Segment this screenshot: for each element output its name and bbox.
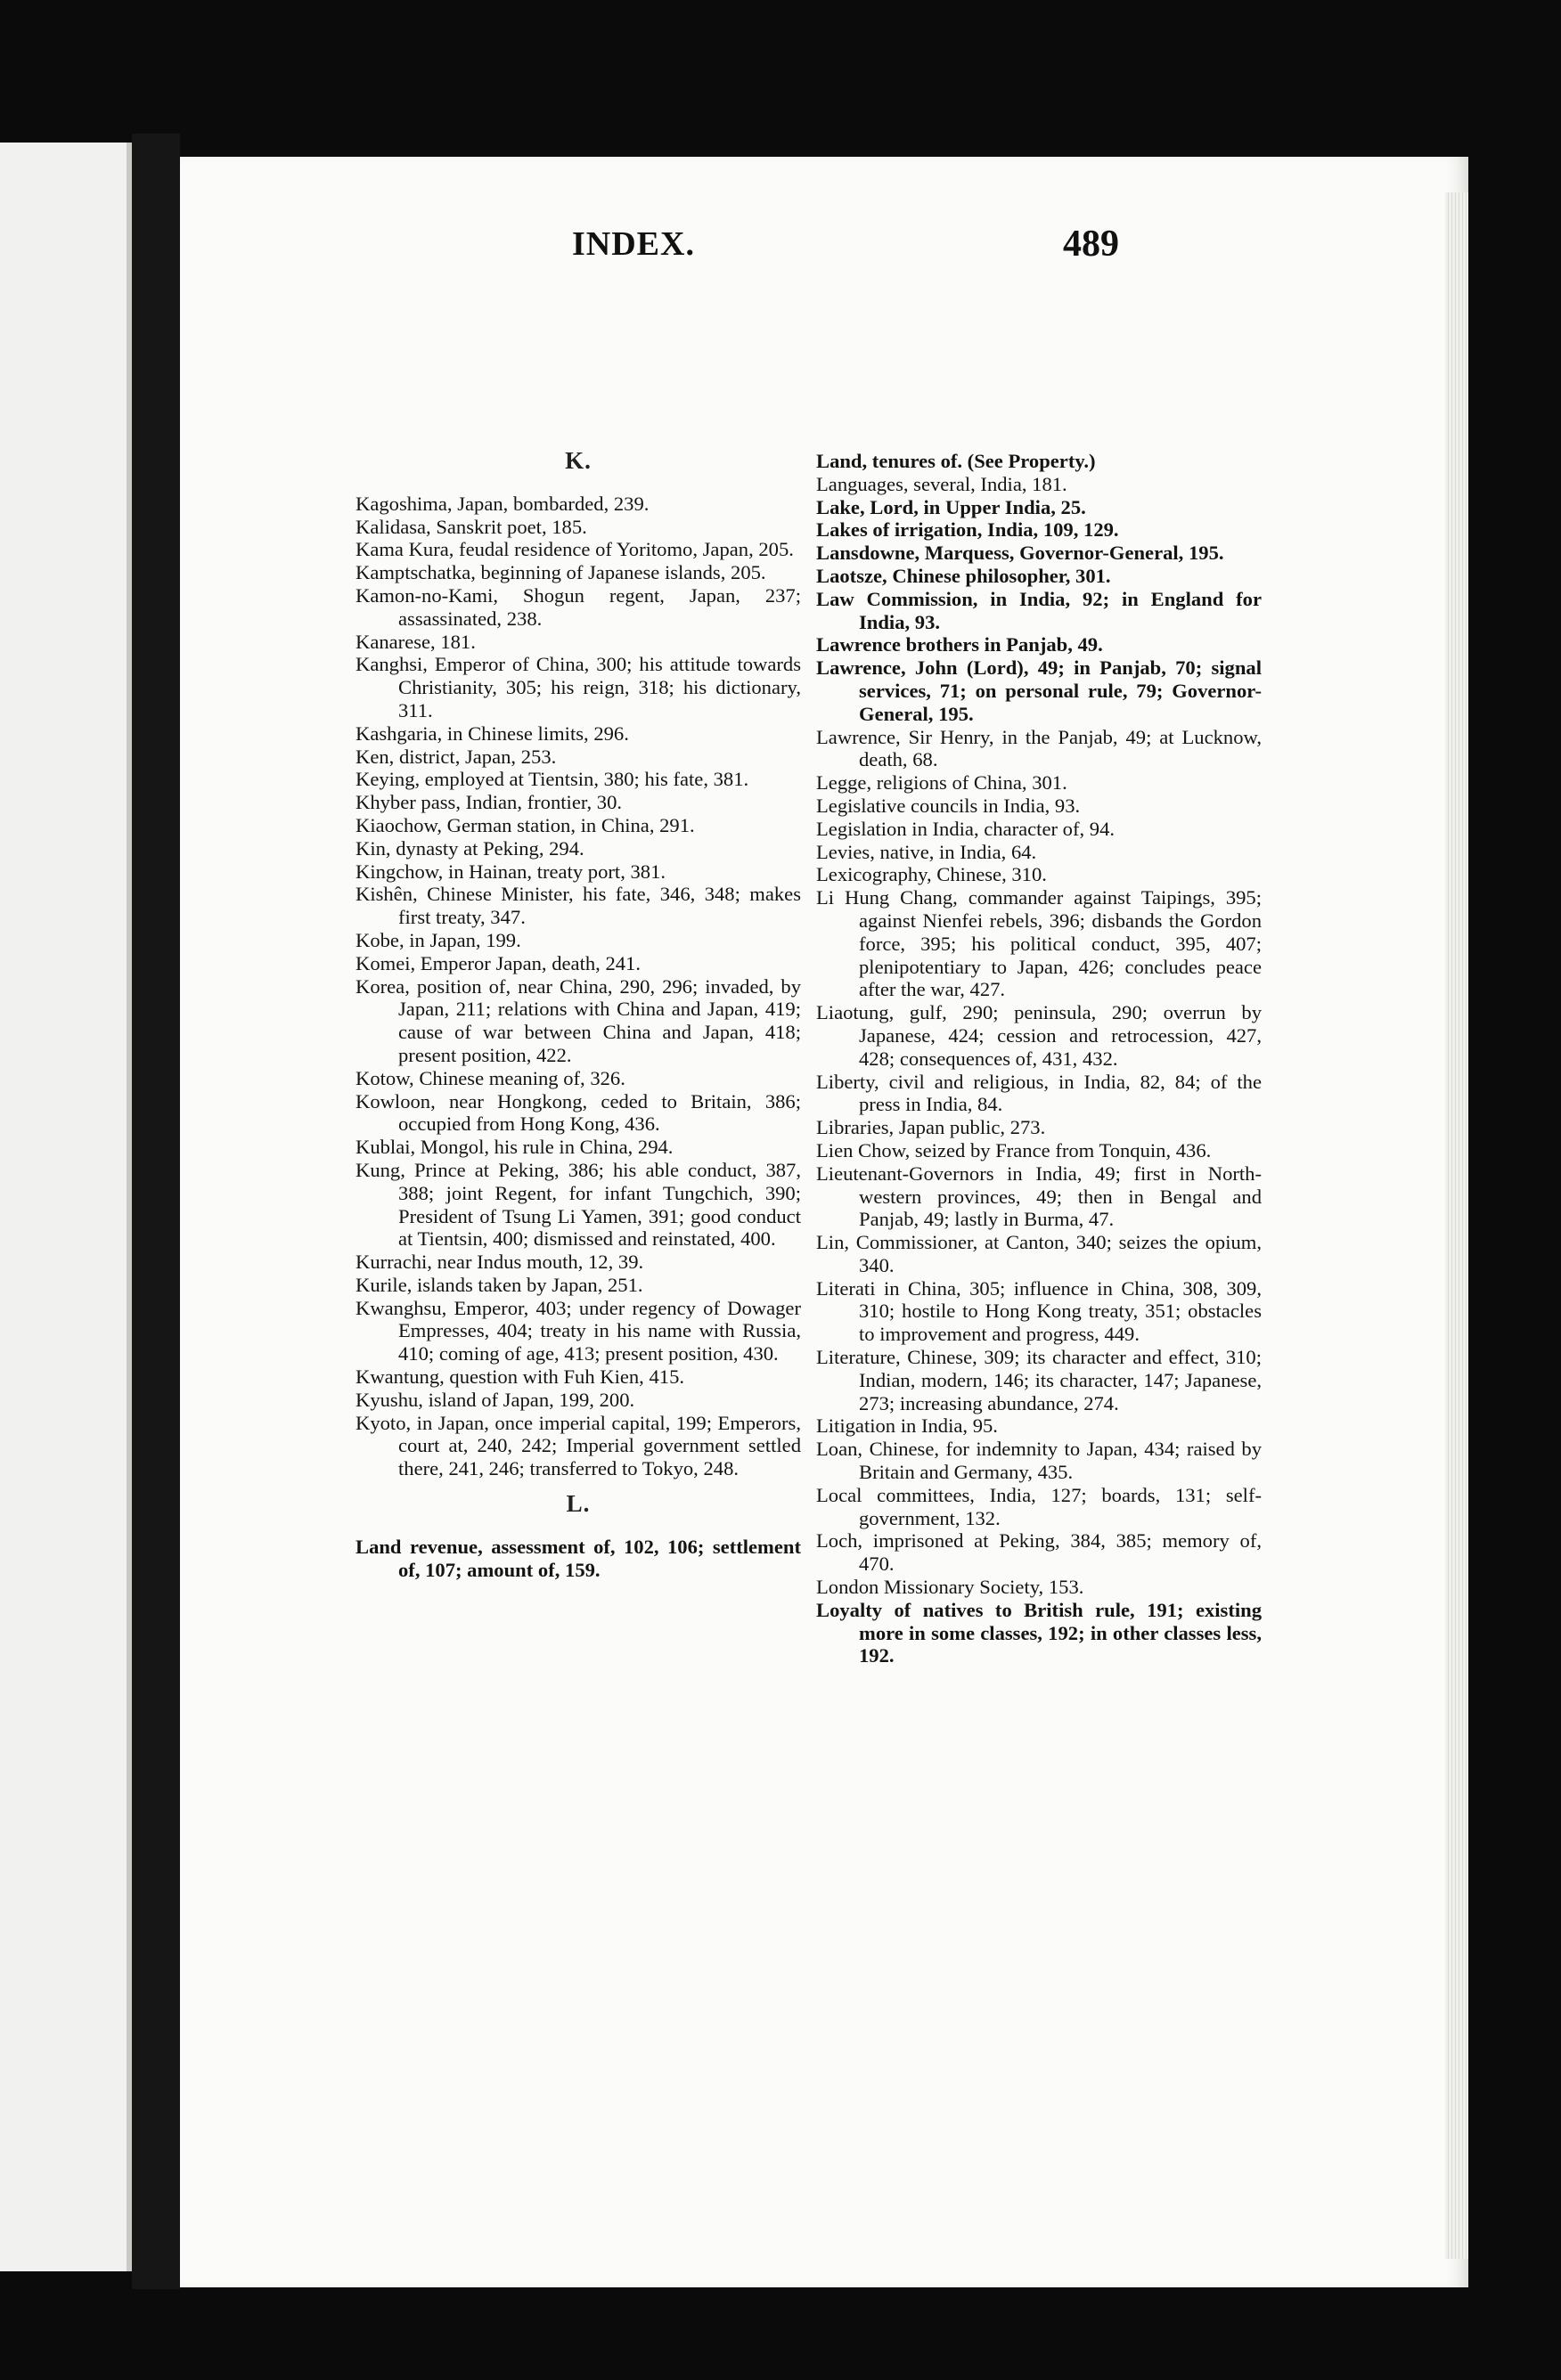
- running-title: INDEX.: [572, 225, 695, 263]
- index-entry: Kowloon, near Hongkong, ceded to Britain, 386; occupied from Hong Kong, 436.: [356, 1089, 801, 1136]
- index-entry: Lawrence, John (Lord), 49; in Panjab, 70; signal services, 71; on personal rule, 79; Governor-General, 195.: [816, 656, 1262, 725]
- index-entry: Lien Chow, seized by France from Tonquin, 436.: [816, 1138, 1212, 1161]
- index-entry: Kublai, Mongol, his rule in China, 294.: [356, 1136, 674, 1159]
- index-entry: Laotsze, Chinese philosopher, 301.: [816, 564, 1111, 587]
- index-entry: Ken, district, Japan, 253.: [356, 745, 557, 768]
- index-entry: Land, tenures of. (See Property.): [816, 450, 1096, 472]
- index-entry: Legislation in India, character of, 94.: [816, 817, 1116, 840]
- index-entry: Kanarese, 181.: [356, 630, 476, 653]
- index-entry: Liberty, civil and religious, in India, 82, 84; of the press in India, 84.: [816, 1070, 1262, 1116]
- index-entry: Litigation in India, 95.: [816, 1414, 998, 1438]
- index-entry: Languages, several, India, 181.: [816, 472, 1067, 495]
- index-entry: Kagoshima, Japan, bombarded, 239.: [356, 492, 650, 515]
- index-entry: Keying, employed at Tientsin, 380; his fate, 381.: [356, 768, 749, 791]
- index-entry: Kwantung, question with Fuh Kien, 415.: [356, 1365, 685, 1389]
- index-entry: Khyber pass, Indian, frontier, 30.: [356, 791, 623, 814]
- index-entry: Law Commission, in India, 92; in England for India, 93.: [816, 587, 1262, 633]
- index-entry: Lin, Commissioner, at Canton, 340; seizes the opium, 340.: [816, 1231, 1262, 1276]
- index-entry: Kung, Prince at Peking, 386; his able conduct, 387, 388; joint Regent, for infant Tungchich, 390; President of Tsung Li Yamen, 391; good conduct at Tientsin, 400; dismissed and reinstated, 400.: [356, 1158, 801, 1251]
- book-gutter: [132, 134, 180, 2289]
- index-entry: Kanghsi, Emperor of China, 300; his attitude towards Christianity, 305; his reign, 318; his dictionary, 311.: [356, 653, 801, 721]
- previous-page-edge: [0, 143, 132, 2271]
- index-entry: Kingchow, in Hainan, treaty port, 381.: [356, 860, 666, 883]
- index-entry: Kurrachi, near Indus mouth, 12, 39.: [356, 1251, 644, 1274]
- index-entry: Kamptschatka, beginning of Japanese islands, 205.: [356, 561, 766, 584]
- section-heading-k: K.: [565, 447, 592, 474]
- page-number: 489: [1063, 224, 1119, 265]
- index-entry: Libraries, Japan public, 273.: [816, 1116, 1046, 1139]
- index-entry: London Missionary Society, 153.: [816, 1576, 1084, 1599]
- index-entry: Kin, dynasty at Peking, 294.: [356, 836, 584, 860]
- index-entry: Literature, Chinese, 309; its character and effect, 310; Indian, modern, 146; its character, 147; Japanese, 273; increasing abundance, 274.: [816, 1346, 1262, 1414]
- index-entry: Kyoto, in Japan, once imperial capital, 199; Emperors, court at, 240, 242; Imperial government settled there, 241, 246; transferred to Tokyo, 248.: [356, 1411, 801, 1480]
- page-fore-edge: [1445, 192, 1468, 2259]
- index-entry: Levies, native, in India, 64.: [816, 840, 1037, 863]
- section-heading-l: L.: [566, 1490, 591, 1518]
- entries-k: [356, 493, 801, 1480]
- index-entry: Korea, position of, near China, 290, 296; invaded, by Japan, 211; relations with China and Japan, 419; cause of war between China and Japan, 418; present position, 422.: [356, 974, 801, 1066]
- index-entry: Kama Kura, feudal residence of Yoritomo, Japan, 205.: [356, 538, 794, 561]
- index-entry: Legge, religions of China, 301.: [816, 771, 1067, 795]
- index-entry: Komei, Emperor Japan, death, 241.: [356, 951, 641, 974]
- index-entry: Local committees, India, 127; boards, 131; self-government, 132.: [816, 1483, 1262, 1529]
- index-entry: Kobe, in Japan, 199.: [356, 928, 521, 951]
- index-entry: Loyalty of natives to British rule, 191; existing more in some classes, 192; in other classes less, 192.: [816, 1598, 1262, 1667]
- index-entry: Lieutenant-Governors in India, 49; first in North-western provinces, 49; then in Bengal and Panjab, 49; lastly in Burma, 47.: [816, 1161, 1262, 1231]
- index-entry: Lansdowne, Marquess, Governor-General, 195.: [816, 542, 1224, 565]
- index-entry: Literati in China, 305; influence in China, 308, 309, 310; hostile to Hong Kong treaty, 351; obstacles to improvement and progress, 449.: [816, 1276, 1262, 1346]
- index-entry: Lawrence, Sir Henry, in the Panjab, 49; at Lucknow, death, 68.: [816, 725, 1262, 771]
- index-entry: Kyushu, island of Japan, 199, 200.: [356, 1388, 635, 1411]
- index-entry: Kishên, Chinese Minister, his fate, 346, 348; makes first treaty, 347.: [356, 883, 801, 929]
- index-entry: Kiaochow, German station, in China, 291.: [356, 813, 695, 836]
- left-index-column: [356, 447, 801, 1581]
- entries-l: [356, 1536, 801, 1582]
- index-entry: Kamon-no-Kami, Shogun regent, Japan, 237; assassinated, 238.: [356, 583, 801, 630]
- index-entry: Li Hung Chang, commander against Taipings, 395; against Nienfei rebels, 396; disbands the Gordon force, 395; his political conduct, 395, 407; plenipotentiary to Japan, 426; concludes peace after the war, 427.: [816, 886, 1262, 1001]
- right-index-column: [816, 450, 1262, 1667]
- index-entry: Kotow, Chinese meaning of, 326.: [356, 1066, 625, 1089]
- index-entry: Kwanghsu, Emperor, 403; under regency of Dowager Empresses, 404; treaty in his name with Russia, 410; coming of age, 413; present position, 430.: [356, 1296, 801, 1365]
- index-entry: Lakes of irrigation, India, 109, 129.: [816, 518, 1119, 542]
- index-entry: Lawrence brothers in Panjab, 49.: [816, 633, 1103, 656]
- index-entry: Lexicography, Chinese, 310.: [816, 863, 1047, 886]
- index-entry: Loch, imprisoned at Peking, 384, 385; memory of, 470.: [816, 1529, 1262, 1576]
- index-entry: Liaotung, gulf, 290; peninsula, 290; overrun by Japanese, 424; cession and retrocession, 427, 428; consequences of, 431, 432.: [816, 1001, 1262, 1070]
- index-entry: Kalidasa, Sanskrit poet, 185.: [356, 515, 587, 538]
- page-header: [0, 224, 1119, 278]
- index-entry: Land revenue, assessment of, 102, 106; settlement of, 107; amount of, 159.: [356, 1535, 801, 1581]
- index-entry: Loan, Chinese, for indemnity to Japan, 434; raised by Britain and Germany, 435.: [816, 1438, 1262, 1484]
- index-entry: Legislative councils in India, 93.: [816, 794, 1081, 817]
- index-entry: Kashgaria, in Chinese limits, 296.: [356, 721, 629, 745]
- index-entry: Kurile, islands taken by Japan, 251.: [356, 1273, 643, 1296]
- index-entry: Lake, Lord, in Upper India, 25.: [816, 495, 1086, 518]
